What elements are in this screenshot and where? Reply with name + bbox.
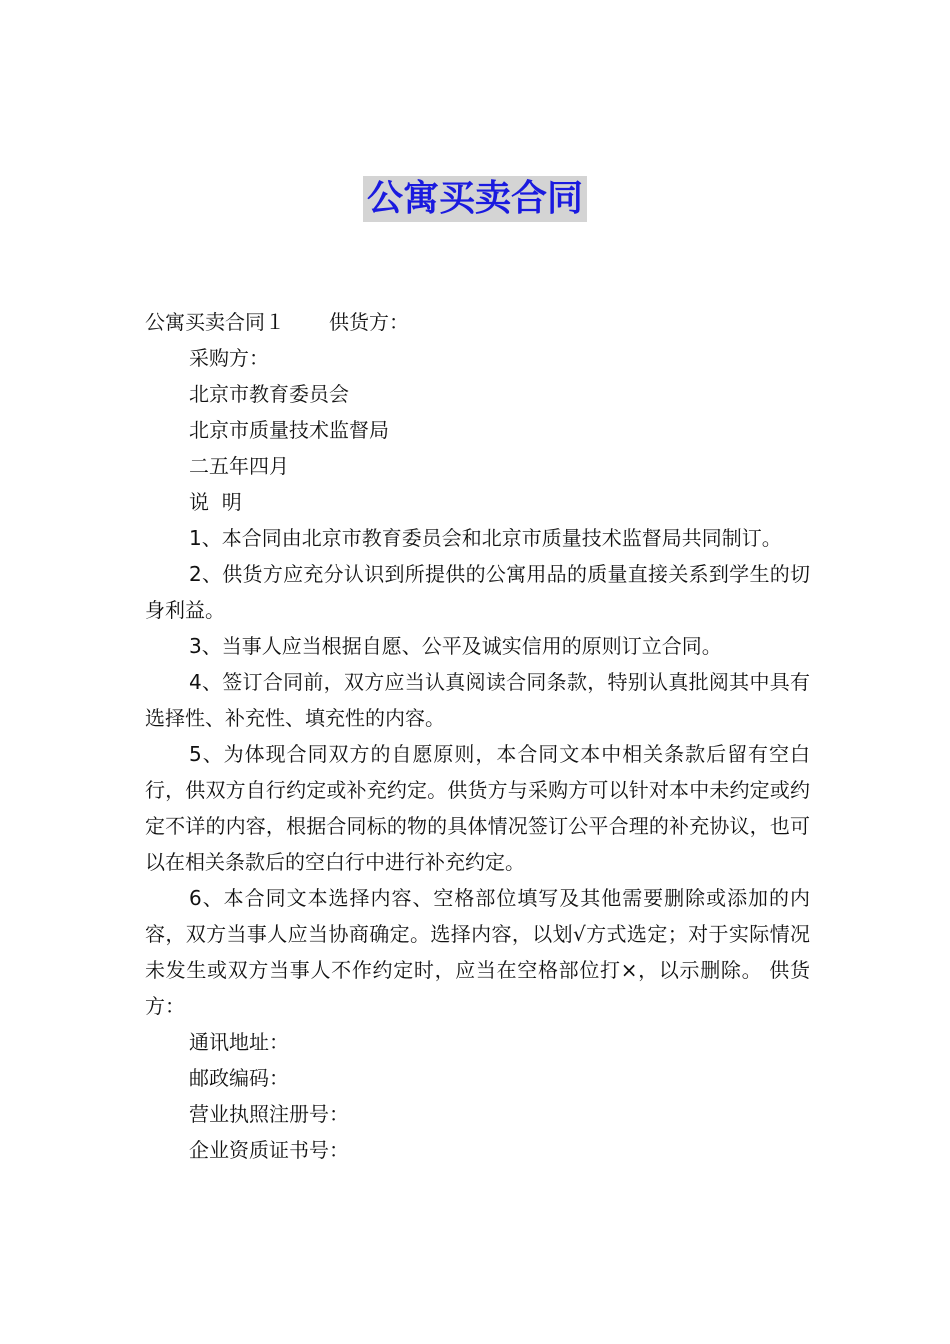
document-title: 公寓买卖合同	[363, 176, 587, 222]
document-body	[145, 304, 810, 1168]
notes-heading: 说 明	[189, 490, 242, 514]
field-postcode: 邮政编码：	[189, 1066, 289, 1090]
first-line	[145, 304, 810, 340]
note-paragraph-6: 6、本合同文本选择内容、空格部位填写及其他需要删除或添加的内容，双方当事人应当协商确定。选择内容，以划√方式选定；对于实际情况未发生或双方当事人不作约定时，应当在空格部位打×，以示删除。 供货方：	[145, 886, 810, 1018]
field-qualification-number: 企业资质证书号：	[189, 1138, 349, 1162]
title-wrap	[0, 176, 950, 222]
field-license-number: 营业执照注册号：	[189, 1102, 349, 1126]
note-paragraph-5: 5、为体现合同双方的自愿原则，本合同文本中相关条款后留有空白行，供双方自行约定或补充约定。供货方与采购方可以针对本中未约定或约定不详的内容，根据合同标的物的具体情况签订公平合理的补充协议，也可以在相关条款后的空白行中进行补充约定。	[145, 742, 810, 874]
field-address: 通讯地址：	[189, 1030, 289, 1054]
date-line: 二五年四月	[189, 454, 289, 478]
note-paragraph-4: 4、签订合同前，双方应当认真阅读合同条款，特别认真批阅其中具有选择性、补充性、填充性的内容。	[145, 670, 810, 730]
note-paragraph-3: 3、当事人应当根据自愿、公平及诚实信用的原则订立合同。	[189, 634, 722, 658]
contract-name: 公寓买卖合同１	[145, 310, 285, 334]
note-paragraph-1: 1、本合同由北京市教育委员会和北京市质量技术监督局共同制订。	[189, 526, 782, 550]
purchaser-line: 采购方：	[189, 346, 269, 370]
issuer-line-1: 北京市教育委员会	[189, 382, 349, 406]
issuer-line-2: 北京市质量技术监督局	[189, 418, 389, 442]
supplier-label: 供货方：	[329, 310, 409, 334]
note-paragraph-2: 2、供货方应充分认识到所提供的公寓用品的质量直接关系到学生的切身利益。	[145, 562, 810, 622]
